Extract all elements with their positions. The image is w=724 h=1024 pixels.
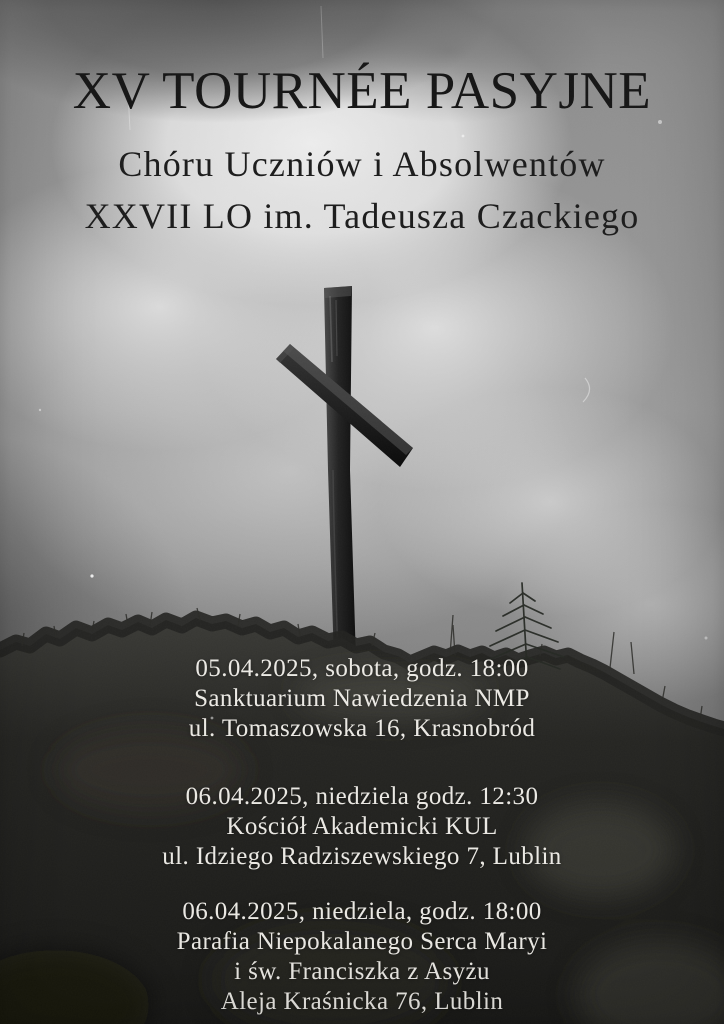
event-item-3 <box>0 897 724 1017</box>
event-2-venue: Kościół Akademicki KUL <box>226 813 498 840</box>
event-2-address: ul. Idziego Radziszewskiego 7, Lublin <box>162 843 562 870</box>
event-item-2 <box>0 782 724 872</box>
event-2-datetime: 06.04.2025, niedziela godz. 12:30 <box>185 783 539 810</box>
poster-subtitle <box>0 138 724 242</box>
subtitle-line-1: Chóru Uczniów i Absolwentów <box>118 144 606 184</box>
event-3-venue: Parafia Niepokalanego Serca Maryi <box>176 928 548 955</box>
poster-title: XV TOURNÉE PASYJNE <box>72 62 652 120</box>
event-3-address: Aleja Kraśnicka 76, Lublin <box>220 988 504 1015</box>
event-1-datetime: 05.04.2025, sobota, godz. 18:00 <box>195 655 529 682</box>
wooden-cross <box>276 286 413 662</box>
event-3-datetime: 06.04.2025, niedziela, godz. 18:00 <box>182 898 542 925</box>
event-list <box>0 654 724 1017</box>
event-3-venue-line2: i św. Franciszka z Asyżu <box>234 958 490 985</box>
event-item-1 <box>0 654 724 744</box>
subtitle-line-2: XXVII LO im. Tadeusza Czackiego <box>84 196 640 236</box>
event-1-venue: Sanktuarium Nawiedzenia NMP <box>194 685 530 712</box>
event-1-address: ul. Tomaszowska 16, Krasnobród <box>188 715 536 742</box>
